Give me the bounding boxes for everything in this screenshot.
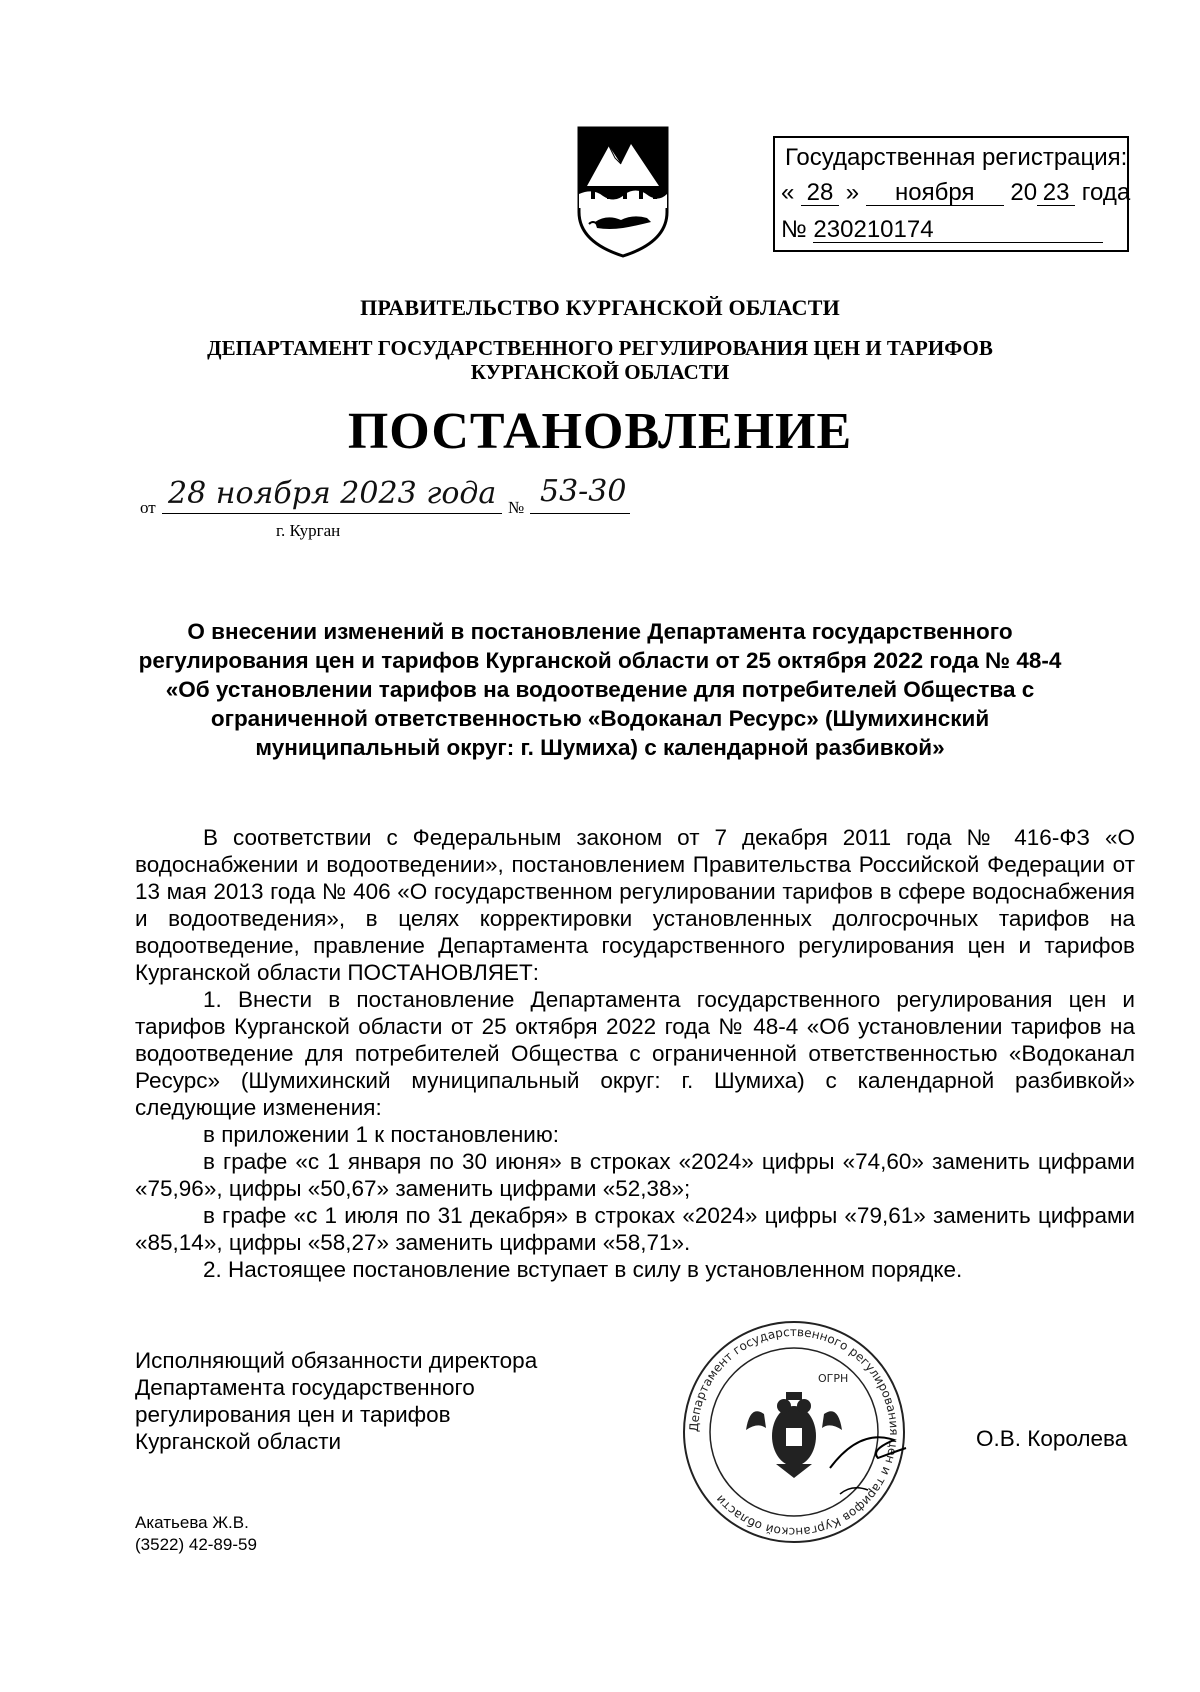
title-line: О внесении изменений в постановление Департамента государственного bbox=[187, 619, 1013, 644]
title-line: регулирования цен и тарифов Курганской области от 25 октября 2022 года № 48-4 bbox=[138, 648, 1062, 673]
registration-title: Государственная регистрация: bbox=[785, 144, 1128, 171]
title-line: ограниченной ответственностью «Водоканал Ресурс» (Шумихинский bbox=[210, 706, 990, 731]
handwritten-number: 53-30 bbox=[540, 474, 627, 509]
registration-day: 28 bbox=[801, 181, 839, 206]
contact-name: Акатьева Ж.В. bbox=[135, 1513, 249, 1532]
body-paragraph-5: в графе «с 1 июля по 31 декабря» в строках «2024» цифры «79,61» заменить цифрами «85,14», цифры «58,27» заменить цифрами «58,71». bbox=[135, 1203, 1135, 1255]
body-paragraph-6: 2. Настоящее постановление вступает в силу в установленном порядке. bbox=[203, 1257, 963, 1282]
government-heading: ПРАВИТЕЛЬСТВО КУРГАНСКОЙ ОБЛАСТИ bbox=[360, 295, 840, 320]
signer-name: О.В. Королева bbox=[976, 1426, 1128, 1451]
title-line: муниципальный округ: г. Шумиха) с календарной разбивкой» bbox=[255, 735, 945, 760]
official-stamp-icon bbox=[680, 1318, 908, 1546]
body-paragraph-3: в приложении 1 к постановлению: bbox=[203, 1122, 560, 1147]
department-heading-line2: КУРГАНСКОЙ ОБЛАСТИ bbox=[470, 360, 730, 384]
registration-box bbox=[773, 136, 1129, 252]
stamp-ring-text: Департамент государственного регулирования цен и тарифов Курганской области bbox=[686, 1324, 902, 1540]
title-line: «Об установлении тарифов на водоотведение для потребителей Общества с bbox=[165, 677, 1035, 702]
coat-of-arms-icon bbox=[573, 124, 673, 260]
registration-year: 23 bbox=[1037, 181, 1075, 206]
body-paragraph-2: 1. Внести в постановление Департамента государственного регулирования цен и тарифов Курганской области от 25 октября 2022 года № 48-4 «Об установлении тарифов на водоотведение для потребителей Общества с ограниченной ответственностью «Водоканал Ресурс» (Шумихинский муниципальный округ: г. Шумиха) с календарной разбивкой» следующие изменения: bbox=[135, 987, 1135, 1120]
handwritten-date: 28 ноября 2023 года bbox=[168, 476, 497, 511]
registration-number: № 230210174 bbox=[781, 218, 1103, 243]
registration-date: « 28 » ноября 20 23 года bbox=[781, 179, 1131, 206]
signer-position: Исполняющий обязанности директора Департамента государственного регулирования цен и тарифов Курганской области bbox=[135, 1348, 538, 1454]
body-paragraph-4: в графе «с 1 января по 30 июня» в строках «2024» цифры «74,60» заменить цифрами «75,96», цифры «50,67» заменить цифрами «52,38»; bbox=[135, 1149, 1135, 1201]
from-label: от bbox=[140, 498, 156, 517]
stamp-ogrn-label: ОГРН bbox=[818, 1372, 849, 1385]
contact-block bbox=[135, 1512, 257, 1556]
body-paragraph-1: В соответствии с Федеральным законом от 7 декабря 2011 года № 416-ФЗ «О водоснабжении и водоотведении», постановлением Правительства Российской Федерации от 13 мая 2013 года № 406 «О государственном регулировании тарифов в сфере водоснабжения и водоотведения», в целях корректировки установленных долгосрочных тарифов на водоотведение, правление Департамента государственного регулирования цен и тарифов Курганской области ПОСТАНОВЛЯЕТ: bbox=[135, 825, 1135, 985]
date-underline bbox=[162, 513, 502, 514]
contact-phone: (3522) 42-89-59 bbox=[135, 1535, 257, 1554]
city-label: г. Курган bbox=[276, 521, 341, 540]
department-heading-line1: ДЕПАРТАМЕНТ ГОСУДАРСТВЕННОГО РЕГУЛИРОВАНИЯ ЦЕН И ТАРИФОВ bbox=[207, 336, 993, 360]
document-title bbox=[130, 617, 1070, 762]
registration-month: ноября bbox=[866, 181, 1004, 206]
number-label: № bbox=[508, 498, 525, 517]
number-underline bbox=[530, 513, 630, 514]
document-type-heading: ПОСТАНОВЛЕНИЕ bbox=[347, 403, 853, 460]
